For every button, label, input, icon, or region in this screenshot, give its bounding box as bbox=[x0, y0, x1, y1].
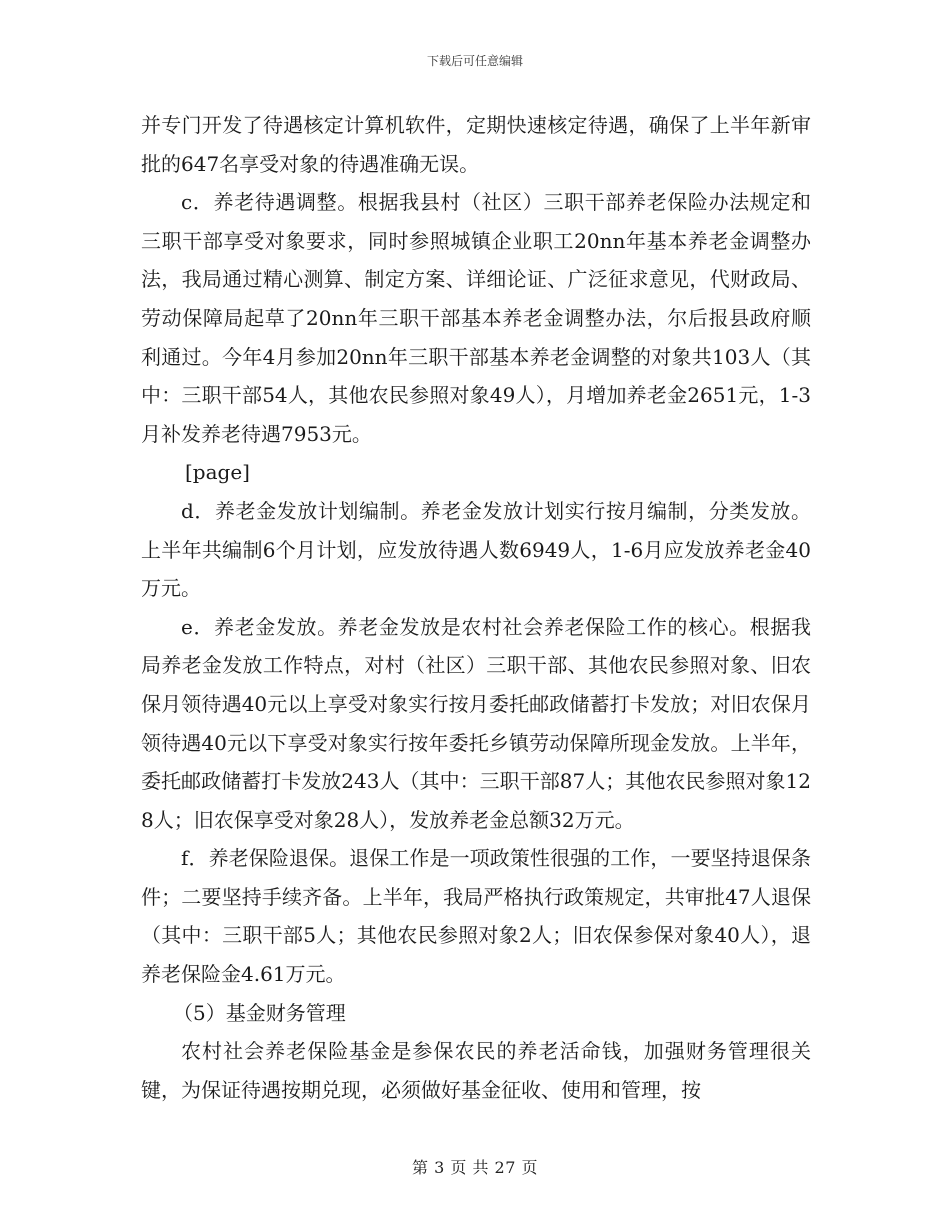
header-note: 下载后可任意编辑 bbox=[426, 54, 523, 68]
page-number-footer: 第 3 页 共 27 页 bbox=[412, 1158, 538, 1177]
section-heading: （5）基金财务管理 bbox=[173, 1000, 346, 1025]
paragraph: 并专门开发了待遇核定计算机软件，定期快速核定待遇，确保了上半年新审批的647名享受对象的待遇准确无误。 bbox=[141, 113, 811, 176]
paragraph: c．养老待遇调整。根据我县村（社区）三职干部养老保险办法规定和三职干部享受对象要求，同时参照城镇企业职工20nn年基本养老金调整办法，我局通过精心测算、制定方案、详细论证、广泛征求意见，代财政局、劳动保障局起草了20nn年三职干部基本养老金调整办法，尔后报县政府顺利通过。今年4月参加20nn年三职干部基本养老金调整的对象共103人（其中：三职干部54人，其他农民参照对象49人），月增加养老金2651元，1-3月补发养老待遇7953元。 bbox=[141, 190, 811, 446]
paragraph: d．养老金发放计划编制。养老金发放计划实行按月编制，分类发放。上半年共编制6个月计划，应发放待遇人数6949人，1-6月应发放养老金40万元。 bbox=[141, 498, 811, 601]
paragraph: f．养老保险退保。退保工作是一项政策性很强的工作，一要坚持退保条件；二要坚持手续齐备。上半年，我局严格执行政策规定，共审批47人退保（其中：三职干部5人；其他农民参照对象2人；旧农保参保对象40人），退养老保险金4.61万元。 bbox=[141, 846, 811, 987]
paragraph: e．养老金发放。养老金发放是农村社会养老保险工作的核心。根据我局养老金发放工作特点，对村（社区）三职干部、其他农民参照对象、旧农保月领待遇40元以上享受对象实行按月委托邮政储蓄打卡发放；对旧农保月领待遇40元以下享受对象实行按年委托乡镇劳动保障所现金发放。上半年，委托邮政储蓄打卡发放243人（其中：三职干部87人；其他农民参照对象128人；旧农保享受对象28人），发放养老金总额32万元。 bbox=[141, 614, 811, 832]
document-body bbox=[141, 106, 811, 1109]
page-marker: [page] bbox=[185, 460, 250, 485]
paragraph: 农村社会养老保险基金是参保农民的养老活命钱，加强财务管理很关键，为保证待遇按期兑现，必须做好基金征收、使用和管理，按 bbox=[141, 1039, 811, 1102]
